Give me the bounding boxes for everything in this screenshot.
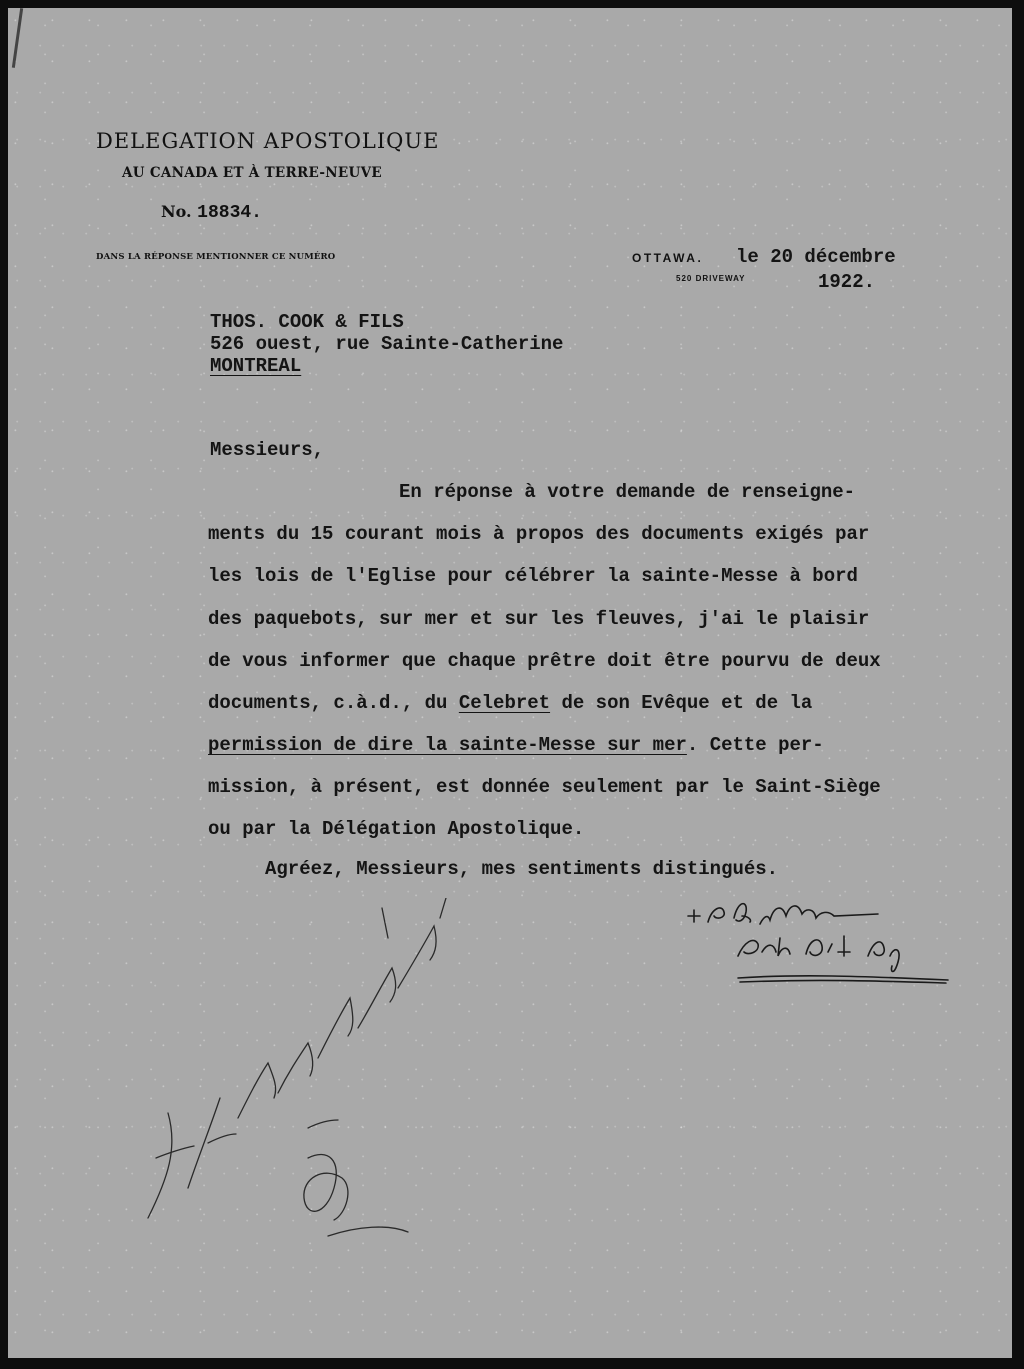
body-line-9: ou par la Délégation Apostolique. <box>208 818 585 840</box>
body-line-7 <box>208 734 824 756</box>
body-line-6 <box>208 692 812 714</box>
letterhead-title: DELEGATION APOSTOLIQUE <box>96 129 440 153</box>
reference-value: 18834. <box>197 203 262 223</box>
body-line-3: les lois de l'Eglise pour célébrer la sainte-Messe à bord <box>208 565 858 587</box>
permission-phrase: permission de dire la sainte-Messe sur mer <box>208 734 687 756</box>
recipient-name: THOS. COOK & FILS <box>210 311 404 333</box>
date-line-1: le 20 décembre <box>736 246 896 268</box>
reply-note: DANS LA RÉPONSE MENTIONNER CE NUMÉRO <box>96 252 336 262</box>
body-line-1: En réponse à votre demande de renseigne- <box>399 481 856 503</box>
body-line-6-end: de son Evêque et de la <box>550 692 813 714</box>
handwritten-annotation <box>128 898 468 1268</box>
letter-page <box>8 8 1012 1358</box>
body-line-2: ments du 15 courant mois à propos des documents exigés par <box>208 523 870 545</box>
letterhead-subtitle: AU CANADA ET À TERRE-NEUVE <box>122 165 382 181</box>
closing-line: Agréez, Messieurs, mes sentiments distingués. <box>265 858 779 880</box>
handwritten-signature <box>678 886 968 986</box>
body-line-8: mission, à présent, est donnée seulement par le Saint-Siège <box>208 776 881 798</box>
letterhead-city: OTTAWA. <box>632 251 704 265</box>
salutation: Messieurs, <box>210 439 325 461</box>
body-line-7-end: . Cette per- <box>686 734 824 756</box>
letterhead-street: 520 DRIVEWAY <box>676 274 746 283</box>
reference-label: No. <box>161 202 192 221</box>
celebret-term: Celebret <box>458 692 551 714</box>
body-line-5: de vous informer que chaque prêtre doit être pourvu de deux <box>208 650 881 672</box>
recipient-street: 526 ouest, rue Sainte-Catherine <box>210 333 564 355</box>
date-line-2: 1922. <box>818 271 876 293</box>
page-edge-mark <box>12 8 23 68</box>
body-line-4: des paquebots, sur mer et sur les fleuves, j'ai le plaisir <box>208 608 870 630</box>
reference-number <box>161 202 262 223</box>
body-line-6-start: documents, c.à.d., du <box>208 692 459 714</box>
recipient-city: MONTREAL <box>210 355 302 377</box>
